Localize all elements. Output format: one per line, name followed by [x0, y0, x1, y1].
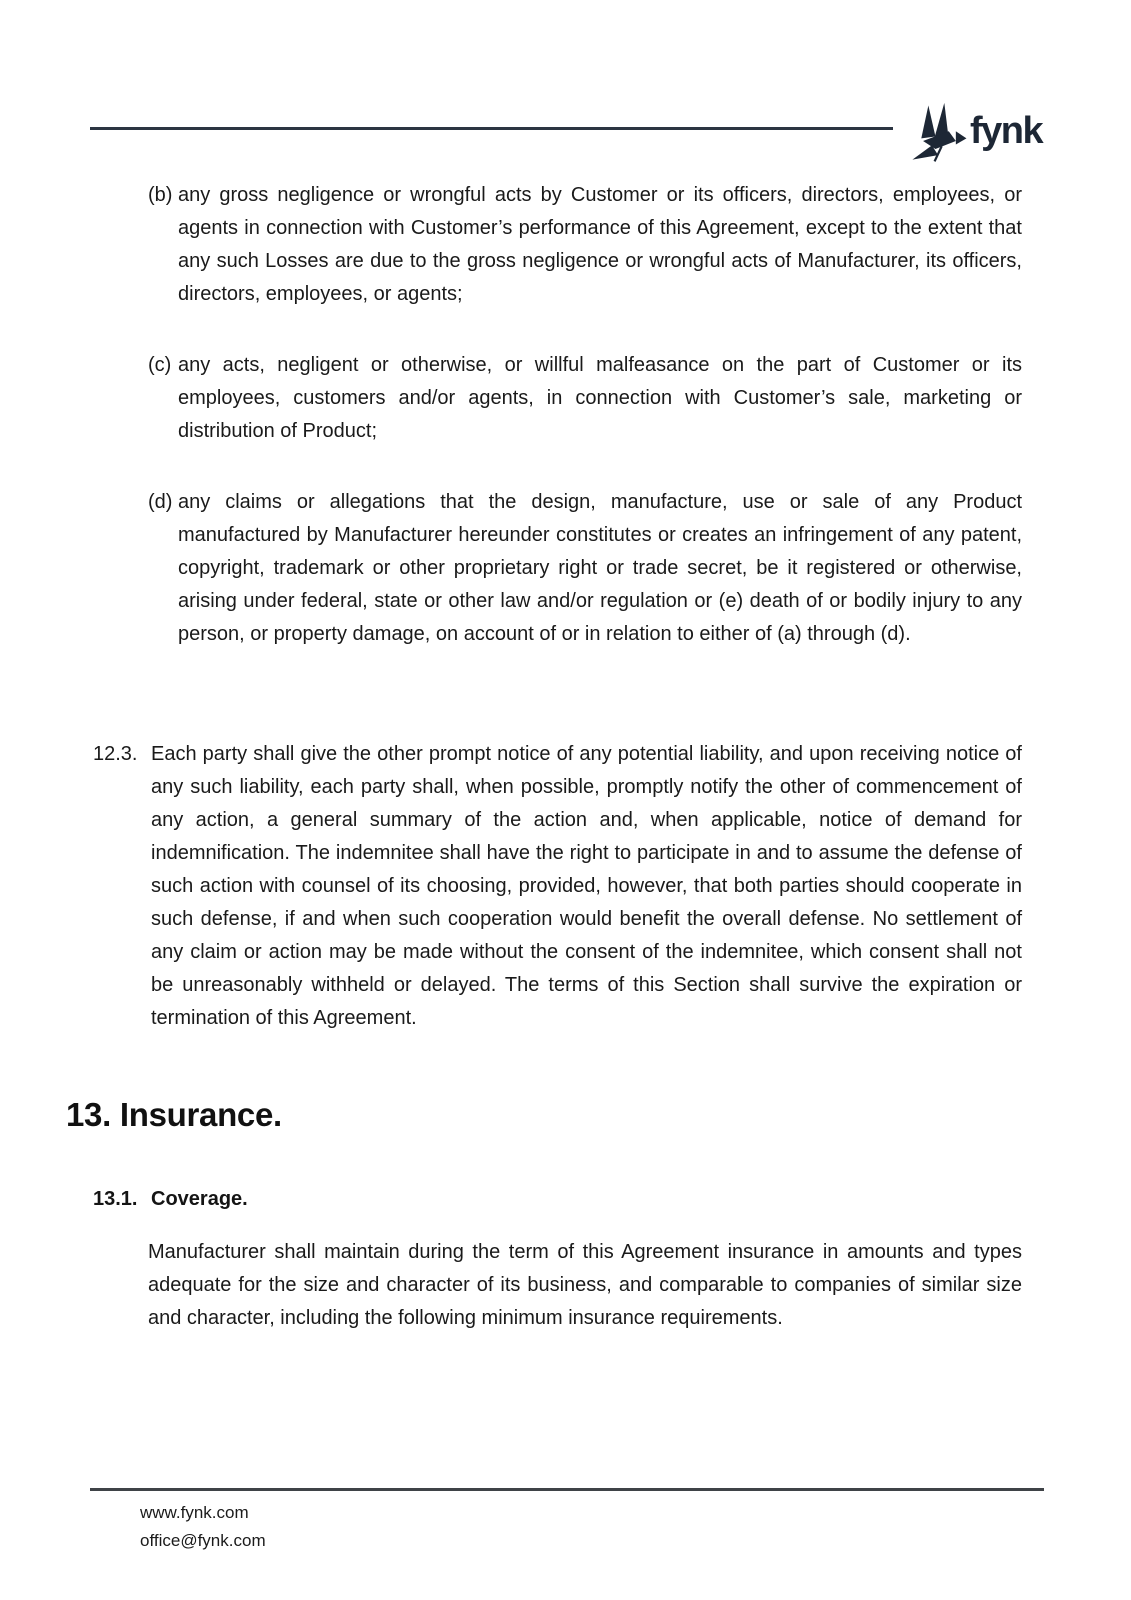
footer-divider — [90, 1488, 1044, 1491]
clause-12-3-text: Each party shall give the other prompt notice of any potential liability, and upon receiving notice of any such liability, each party shall, when possible, promptly notify the other of commencement of any action, a general summary of the action and, when applicable, notice of demand for indemnification. The indemnitee shall have the right to participate in and to assume the defense of such action with counsel of its choosing, provided, however, that both parties should cooperate in such defense, if and when such cooperation would benefit the overall defense. No settlement of any claim or action may be made without the consent of the indemnitee, which consent shall not be unreasonably withheld or delayed. The terms of this Section shall survive the expiration or termination of this Agreement. — [151, 743, 1022, 1029]
clause-c — [148, 349, 1022, 448]
subsection-13-1-number: 13.1. — [93, 1188, 138, 1210]
subsection-13-1 — [93, 1183, 593, 1216]
coverage-body: Manufacturer shall maintain during the term of this Agreement insurance in amounts and types adequate for the size and character of its business, and comparable to companies of similar size and character, including the following minimum insurance requirements. — [148, 1241, 1022, 1329]
clause-b-label: (b) — [148, 184, 173, 206]
footer-website: www.fynk.com — [140, 1503, 249, 1522]
clause-b-text: any gross negligence or wrongful acts by Customer or its officers, directors, employees, or agents in connection with Customer’s performance of this Agreement, except to the extent that any such Losses are due to the gross negligence or wrongful acts of Manufacturer, its officers, directors, employees, or agents; — [178, 184, 1022, 305]
footer-contact — [140, 1499, 266, 1555]
clause-c-text: any acts, negligent or otherwise, or willful malfeasance on the part of Customer or its employees, customers and/or agents, in connection with Customer’s sale, marketing or distribution of Product; — [178, 354, 1022, 442]
clause-d-text: any claims or allegations that the design, manufacture, use or sale of any Product manufactured by Manufacturer hereunder constitutes or creates an infringement of any patent, copyright, trademark or other proprietary right or trade secret, be it registered or otherwise, arising under federal, state or other law and/or regulation or (e) death of or bodily injury to any person, or property damage, on account of or in relation to either of (a) through (d). — [178, 491, 1022, 645]
clause-d-label: (d) — [148, 491, 173, 513]
brand-logo-text: fynk — [970, 110, 1043, 152]
header-divider — [90, 127, 893, 130]
clause-d — [148, 486, 1022, 651]
clause-c-label: (c) — [148, 354, 172, 376]
subsection-13-1-title: Coverage. — [151, 1188, 248, 1210]
footer-email: office@fynk.com — [140, 1531, 266, 1550]
clause-12-3 — [93, 738, 1022, 1035]
clause-b — [148, 179, 1022, 311]
origami-bird-icon — [908, 100, 970, 166]
clause-12-3-number: 12.3. — [93, 743, 138, 765]
section-13-heading: 13. Insurance. — [66, 1096, 282, 1133]
